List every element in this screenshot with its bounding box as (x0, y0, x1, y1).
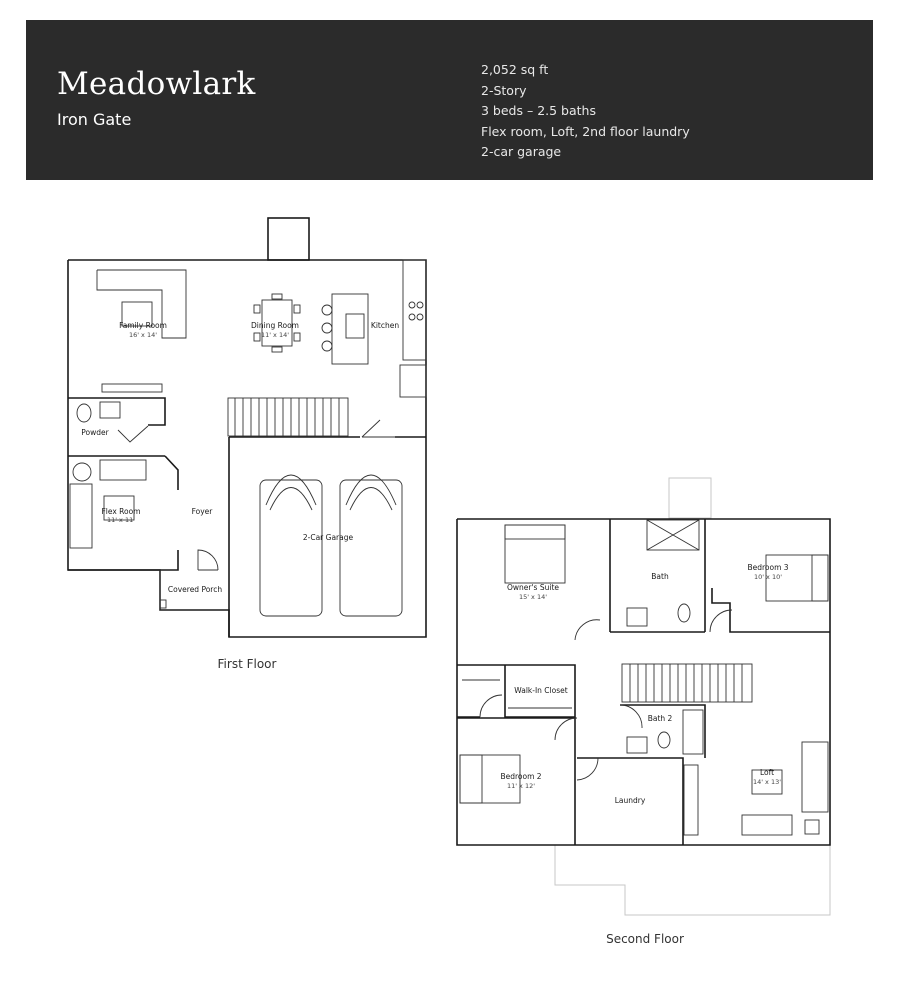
bedroom3-dim: 10' x 10' (753, 573, 783, 581)
spec-stories: 2-Story (481, 82, 527, 98)
laundry-label: Laundry (614, 796, 646, 805)
loft-dim: 14' x 13' (752, 778, 782, 786)
flex-room-dim: 11' x 11' (106, 516, 136, 524)
owners-suite-dim: 15' x 14' (518, 593, 548, 601)
family-room-label: Family Room (119, 321, 167, 330)
first-floor-caption: First Floor (217, 657, 277, 671)
bedroom3-label: Bedroom 3 (747, 563, 789, 572)
bedroom2-dim: 11' x 12' (506, 782, 536, 790)
spec-features: Flex room, Loft, 2nd floor laundry (481, 123, 690, 139)
flex-room-label: Flex Room (101, 507, 141, 516)
dining-room-dim: 11' x 14' (260, 331, 290, 339)
spec-sqft: 2,052 sq ft (481, 62, 549, 77)
second-floor-caption: Second Floor (606, 932, 684, 946)
garage-label: 2-Car Garage (302, 533, 354, 542)
garage-cars (260, 475, 402, 616)
powder-label: Powder (81, 428, 109, 437)
spec-garage: 2-car garage (481, 144, 562, 159)
first-floor-plan (68, 218, 426, 671)
walk-in-closet-label: Walk-In Closet (514, 686, 568, 695)
plan-title: Meadowlark (57, 66, 256, 102)
loft-label: Loft (759, 768, 775, 777)
owners-suite-label: Owner's Suite (507, 583, 559, 592)
dining-room-label: Dining Room (251, 321, 299, 330)
plan-subtitle: Iron Gate (57, 110, 132, 129)
foyer-label: Foyer (191, 507, 213, 516)
bedroom2-label: Bedroom 2 (500, 772, 542, 781)
bath-label: Bath (651, 572, 669, 581)
second-floor-plan (457, 478, 830, 946)
kitchen-label: Kitchen (370, 321, 400, 330)
family-room-dim: 16' x 14' (128, 331, 158, 339)
bath2-label: Bath 2 (647, 714, 673, 723)
covered-porch-label: Covered Porch (167, 585, 223, 594)
spec-beds-baths: 3 beds – 2.5 baths (481, 103, 596, 118)
